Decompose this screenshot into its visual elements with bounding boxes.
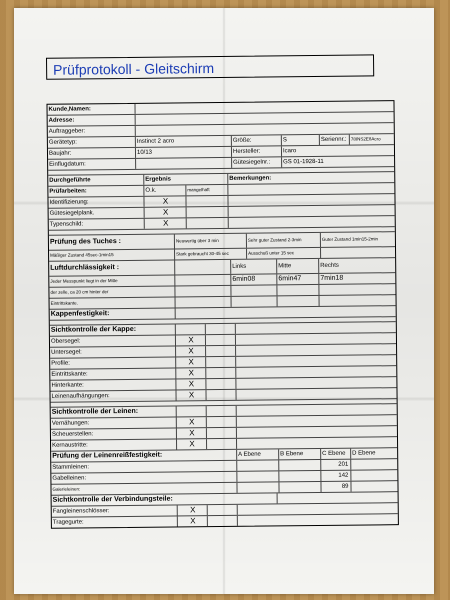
tuch-gut: Guter Zustand 1min15-2min	[321, 236, 378, 242]
d-ebene-heading: D Ebene	[352, 450, 376, 457]
kappe-heading: Sichtkontrolle der Kappe:	[50, 324, 176, 335]
obersegel-label: Obersegel:	[50, 335, 176, 346]
einflugdatum-value	[136, 158, 232, 169]
seriennr-label: Seriennr.:	[320, 135, 350, 145]
baujahr-label: Baujahr:	[48, 148, 136, 159]
pruefarbeiten-heading: Prüfarbeiten:	[48, 186, 144, 197]
form-table	[46, 100, 398, 529]
vernaehungen-label: Vernähungen:	[51, 417, 177, 428]
gabelleinen-c-value: 142	[321, 471, 351, 481]
links-value: 6min08	[231, 274, 277, 284]
scheuerstellen-mark: X	[177, 428, 207, 438]
guetesiegel-mark: X	[145, 207, 187, 217]
tragegurte-label: Tragegurte:	[52, 516, 178, 527]
tuch-maessig: Mäßiger Zustand 45sec-1min15	[49, 249, 175, 260]
rechts-value: 7min18	[320, 274, 344, 282]
geraetetyp-value: Instinct 2 acro	[136, 136, 232, 147]
untersegel-label: Untersegel:	[50, 346, 176, 357]
guetesiegelnr-value: GS 01-1928-11	[283, 158, 324, 166]
untersegel-mark: X	[176, 346, 206, 356]
tuch-ausschuss: Ausschuß unter 15 sec	[247, 248, 321, 259]
mitte-heading: Mitte	[277, 259, 319, 273]
protocol-form	[28, 54, 397, 529]
eintrittskante-label: Eintrittskante:	[50, 368, 176, 379]
page-title: Prüfprotokoll - Gleitschirm	[46, 54, 374, 79]
auftraggeber-label: Auftraggeber:	[48, 126, 136, 137]
vernaehungen-mark: X	[177, 417, 207, 427]
leinen-heading: Sichtkontrolle der Leinen:	[51, 406, 177, 417]
rechts-heading: Rechts	[320, 262, 339, 269]
ergebnis-heading: Ergebnis	[144, 174, 228, 185]
mitte-value: 6min47	[277, 274, 319, 284]
einflugdatum-label: Einflugdatum:	[48, 159, 136, 170]
mangelhaft-heading: mangelhaft	[186, 185, 228, 195]
hinterkante-label: Hinterkante:	[50, 379, 176, 390]
a-ebene-heading: A Ebene	[237, 449, 279, 459]
hersteller-label: Hersteller:	[232, 146, 282, 157]
b-ebene-heading: B Ebene	[279, 449, 321, 459]
leinenaufhaengungen-mark: X	[176, 390, 206, 400]
eintrittskante-mark: X	[176, 368, 206, 378]
verbindung-heading: Sichtkontrolle der Verbindungsteile:	[52, 493, 278, 505]
guetesiegelnr-label: Gütesiegelnr.:	[232, 157, 282, 168]
fangleinenschloesser-mark: X	[178, 505, 208, 515]
bemerkungen-heading: Bemerkungen:	[229, 175, 272, 182]
groesse-value: S	[282, 135, 320, 145]
kunde-label: Kunde,Namen:	[47, 104, 135, 115]
ok-heading: O.k.	[144, 185, 186, 195]
tuch-heading: Prüfung des Tuches :	[49, 234, 175, 249]
leinenaufhaengungen-label: Leinenaufhängungen:	[50, 390, 176, 401]
luft-note-1: Jeder Messpunkt liegt in der Mitte	[49, 275, 175, 286]
geraetetyp-label: Gerätetyp:	[48, 137, 136, 148]
tuch-neuwertig: Neuwertig über 3 min	[175, 234, 247, 249]
tuch-sehr-gut: Sehr guter Zustand 2-3min	[247, 233, 321, 248]
guetesiegel-label: Gütesiegelplank.	[49, 208, 145, 219]
seriennr-value: 78INS2E8Acro	[350, 136, 381, 142]
obersegel-mark: X	[176, 335, 206, 345]
profile-label: Profile:	[50, 357, 176, 368]
scheuerstellen-label: Scheuerstellen:	[51, 428, 177, 439]
hersteller-value: Icaro	[282, 148, 297, 155]
hinterkante-mark: X	[176, 379, 206, 389]
c-ebene-heading: C Ebene	[321, 449, 351, 459]
stammleinen-c-value: 201	[321, 460, 351, 470]
identifizierung-mark: X	[144, 196, 186, 206]
galerieleinen-label: Galerieleinen:	[51, 483, 237, 495]
typenschild-label: Typenschild:	[49, 219, 145, 230]
durchgefuehrte-heading: Durchgeführte	[48, 175, 144, 186]
links-heading: Links	[231, 259, 277, 273]
typenschild-mark: X	[145, 218, 187, 228]
tragegurte-mark: X	[178, 516, 208, 526]
kernaustritte-mark: X	[177, 439, 207, 449]
kappenfestigkeit-heading: Kappenfestigkeit:	[50, 308, 176, 319]
identifizierung-label: Identifizierung:	[48, 197, 144, 208]
luft-note-3: Eintrittskante.	[50, 297, 176, 308]
adresse-label: Adresse:	[48, 115, 136, 126]
fangleinenschloesser-label: Fangleinenschlösser:	[52, 505, 178, 516]
groesse-label: Größe:	[232, 135, 282, 146]
baujahr-value: 10/13	[136, 147, 232, 158]
paper-sheet	[14, 8, 434, 594]
reiss-heading: Prüfung der Leinenreißfestigkeit:	[51, 450, 237, 462]
profile-mark: X	[176, 357, 206, 367]
luft-note-2: der zelle, ca 20 cm hinter der	[49, 286, 175, 297]
galerieleinen-c-value: 89	[321, 482, 351, 492]
gabelleinen-label: Gabelleinen:	[51, 472, 237, 484]
tuch-stark: Stark gebraucht 30-45 sec	[175, 249, 247, 260]
kernaustritte-label: Kernaustritte:	[51, 439, 177, 450]
stammleinen-label: Stammleinen:	[51, 461, 237, 473]
luft-heading: Luftdurchlässigkeit :	[49, 260, 175, 275]
